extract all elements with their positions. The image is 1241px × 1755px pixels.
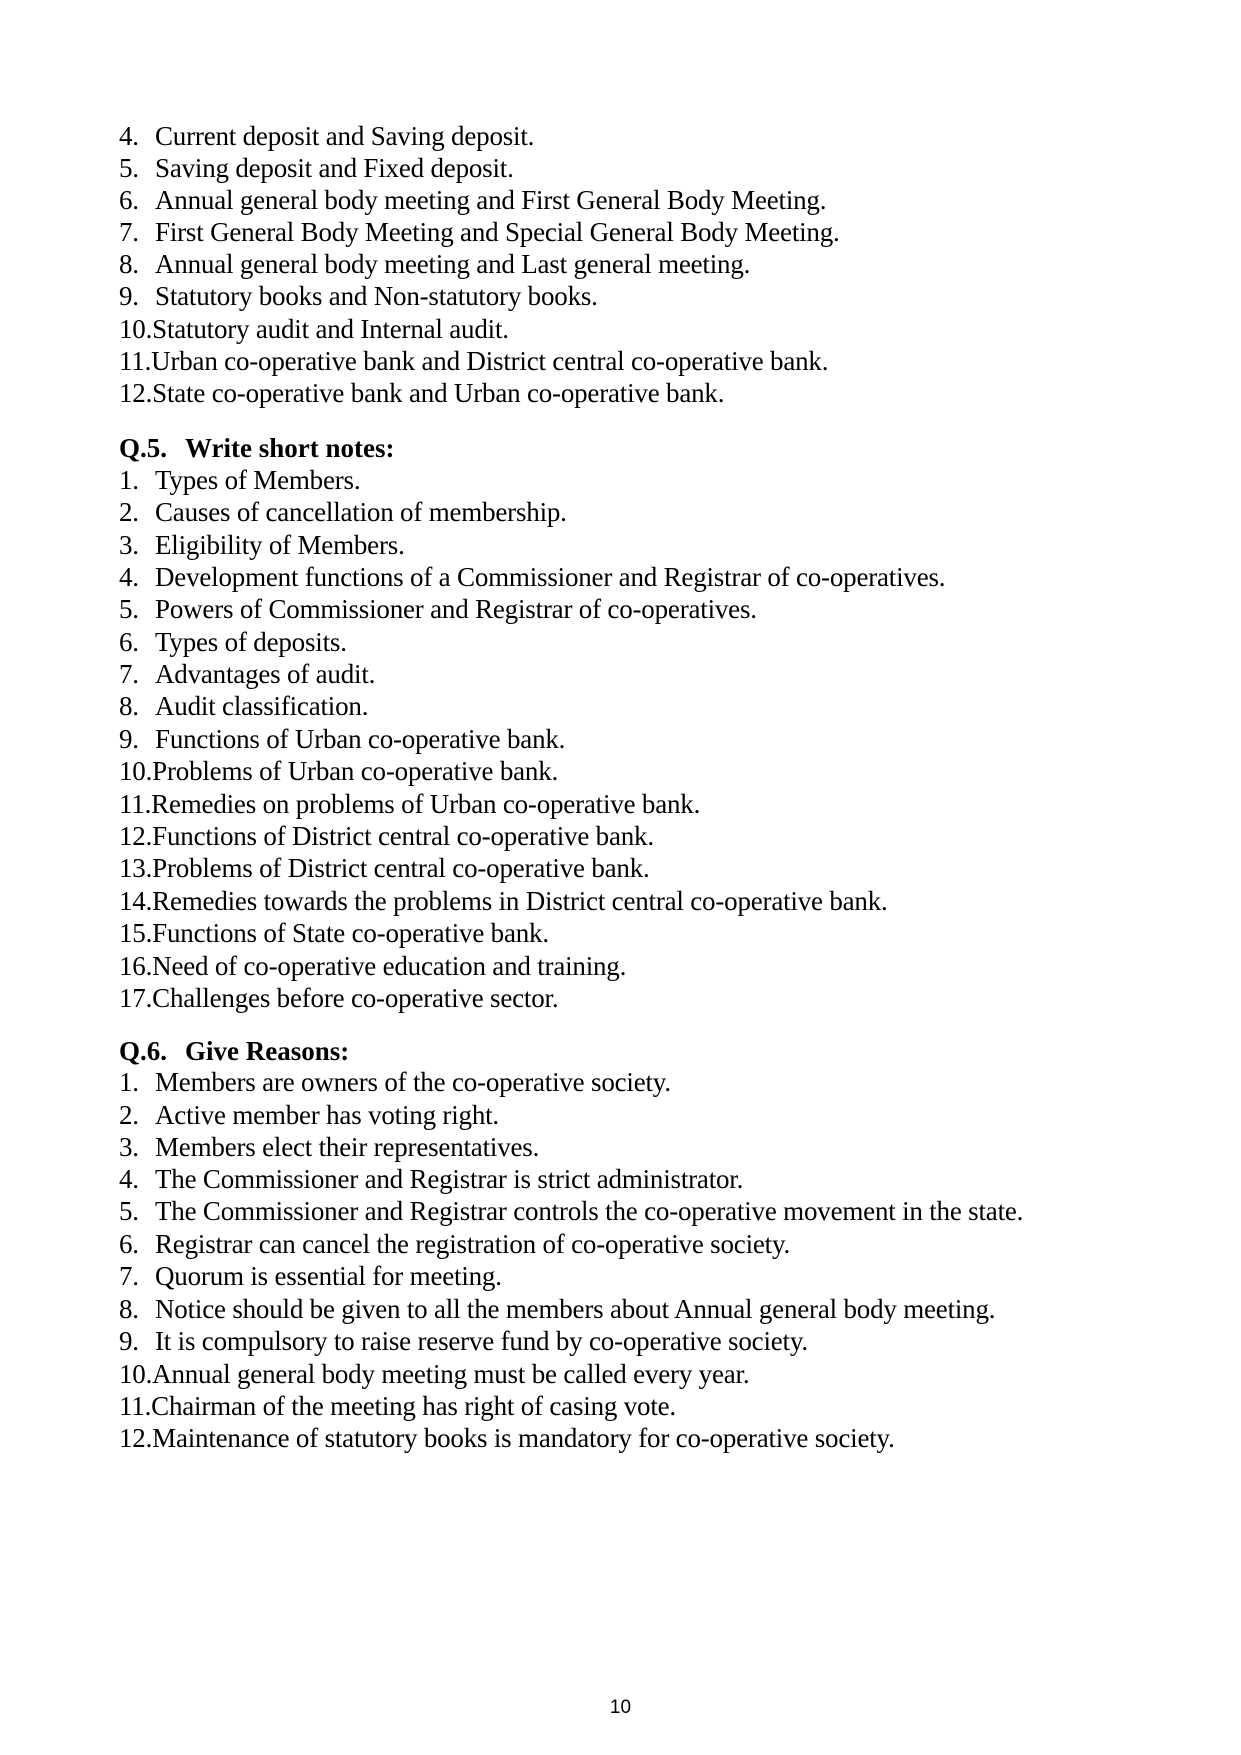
item-text: Problems of District central co-operative bank. (152, 853, 650, 883)
item-number: 13. (119, 853, 153, 883)
item-text: The Commissioner and Registrar is strict administrator. (155, 1164, 744, 1194)
item-number: 9. (119, 281, 139, 311)
list-item (119, 465, 360, 495)
item-number: 2. (119, 497, 139, 527)
list-item (119, 659, 375, 689)
list-item (119, 983, 558, 1013)
item-text: Types of Members. (155, 465, 361, 495)
item-number: 4. (119, 121, 139, 151)
item-text: Problems of Urban co-operative bank. (152, 756, 559, 786)
item-number: 9. (119, 724, 139, 754)
item-number: 10. (119, 756, 153, 786)
item-text: Maintenance of statutory books is mandatory for co-operative society. (152, 1423, 895, 1453)
item-text: Urban co-operative bank and District central co-operative bank. (151, 346, 829, 376)
question-number: Q.6. (119, 1036, 168, 1066)
item-text: Members elect their representatives. (155, 1132, 540, 1162)
item-text: Annual general body meeting and Last general meeting. (155, 249, 751, 279)
item-text: Functions of District central co-operative bank. (152, 821, 654, 851)
item-number: 10. (119, 1359, 153, 1389)
item-text: Powers of Commissioner and Registrar of co-operatives. (155, 594, 757, 624)
item-number: 5. (119, 1196, 139, 1226)
item-text: Remedies on problems of Urban co-operative bank. (151, 789, 701, 819)
item-text: Annual general body meeting and First General Body Meeting. (155, 185, 827, 215)
item-text: Need of co-operative education and training. (152, 951, 627, 981)
item-text: Annual general body meeting must be called every year. (152, 1359, 750, 1389)
item-number: 5. (119, 594, 139, 624)
item-number: 11. (119, 346, 152, 376)
list-item (119, 691, 368, 721)
item-text: State co-operative bank and Urban co-operative bank. (152, 378, 725, 408)
item-number: 6. (119, 1229, 139, 1259)
item-number: 17. (119, 983, 153, 1013)
list-item (119, 1067, 671, 1097)
item-number: 9. (119, 1326, 139, 1356)
list-item (119, 1100, 499, 1130)
list-item (119, 789, 700, 819)
list-item (119, 918, 549, 948)
item-text: Causes of cancellation of membership. (155, 497, 567, 527)
q6-heading (119, 1036, 349, 1066)
item-number: 1. (119, 465, 139, 495)
list-item (119, 1132, 539, 1162)
item-text: Eligibility of Members. (155, 530, 405, 560)
item-number: 15. (119, 918, 153, 948)
item-number: 8. (119, 691, 139, 721)
list-item (119, 886, 888, 916)
item-number: 11. (119, 789, 152, 819)
item-number: 16. (119, 951, 153, 981)
item-text: Current deposit and Saving deposit. (155, 121, 535, 151)
list-item (119, 1261, 502, 1291)
list-item (119, 314, 509, 344)
list-item (119, 530, 405, 560)
item-text: Statutory audit and Internal audit. (152, 314, 509, 344)
item-number: 7. (119, 659, 139, 689)
item-number: 11. (119, 1391, 152, 1421)
item-number: 14. (119, 886, 153, 916)
item-number: 12. (119, 378, 153, 408)
item-number: 5. (119, 153, 139, 183)
item-number: 8. (119, 249, 139, 279)
list-item (119, 1164, 743, 1194)
list-item (119, 1229, 790, 1259)
page-number: 10 (609, 1697, 632, 1718)
item-number: 6. (119, 627, 139, 657)
item-number: 6. (119, 185, 139, 215)
item-text: Saving deposit and Fixed deposit. (155, 153, 514, 183)
list-item (119, 217, 840, 247)
item-text: Challenges before co-operative sector. (152, 983, 559, 1013)
list-item (119, 346, 828, 376)
item-text: Registrar can cancel the registration of co-operative society. (155, 1229, 791, 1259)
item-text: It is compulsory to raise reserve fund by co-operative society. (155, 1326, 808, 1356)
item-text: First General Body Meeting and Special General Body Meeting. (155, 217, 840, 247)
item-text: Types of deposits. (155, 627, 347, 657)
item-text: Development functions of a Commissioner and Registrar of co-operatives. (155, 562, 946, 592)
list-item (119, 1423, 895, 1453)
question-number: Q.5. (119, 433, 168, 463)
list-item (119, 594, 757, 624)
list-item (119, 853, 650, 883)
item-text: Statutory books and Non-statutory books. (155, 281, 598, 311)
list-item (119, 562, 945, 592)
list-item (119, 249, 750, 279)
list-item (119, 724, 565, 754)
item-text: Remedies towards the problems in District central co-operative bank. (152, 886, 888, 916)
list-item (119, 1196, 1023, 1226)
item-text: Functions of State co-operative bank. (152, 918, 549, 948)
list-item (119, 121, 534, 151)
item-text: Advantages of audit. (155, 659, 376, 689)
item-text: Notice should be given to all the members about Annual general body meeting. (155, 1294, 996, 1324)
question-title: Give Reasons: (185, 1036, 350, 1066)
question-title: Write short notes: (185, 433, 395, 463)
list-item (119, 185, 826, 215)
item-text: Members are owners of the co-operative society. (155, 1067, 671, 1097)
item-text: The Commissioner and Registrar controls the co-operative movement in the state. (155, 1196, 1024, 1226)
q5-heading (119, 433, 394, 463)
item-number: 4. (119, 562, 139, 592)
item-text: Audit classification. (155, 691, 369, 721)
item-number: 12. (119, 821, 153, 851)
list-item (119, 951, 626, 981)
item-number: 12. (119, 1423, 153, 1453)
item-number: 10. (119, 314, 153, 344)
list-item (119, 821, 654, 851)
item-number: 3. (119, 1132, 139, 1162)
list-item (119, 1359, 749, 1389)
list-item (119, 1391, 676, 1421)
item-text: Chairman of the meeting has right of casing vote. (151, 1391, 676, 1421)
list-item (119, 1326, 808, 1356)
list-item (119, 497, 567, 527)
list-item (119, 281, 598, 311)
item-number: 8. (119, 1294, 139, 1324)
item-number: 7. (119, 217, 139, 247)
item-number: 3. (119, 530, 139, 560)
list-item (119, 378, 724, 408)
list-item (119, 1294, 995, 1324)
list-item (119, 756, 558, 786)
item-text: Active member has voting right. (155, 1100, 499, 1130)
item-text: Functions of Urban co-operative bank. (155, 724, 566, 754)
item-number: 2. (119, 1100, 139, 1130)
item-number: 1. (119, 1067, 139, 1097)
list-item (119, 153, 514, 183)
list-item (119, 627, 347, 657)
item-text: Quorum is essential for meeting. (155, 1261, 502, 1291)
item-number: 4. (119, 1164, 139, 1194)
item-number: 7. (119, 1261, 139, 1291)
